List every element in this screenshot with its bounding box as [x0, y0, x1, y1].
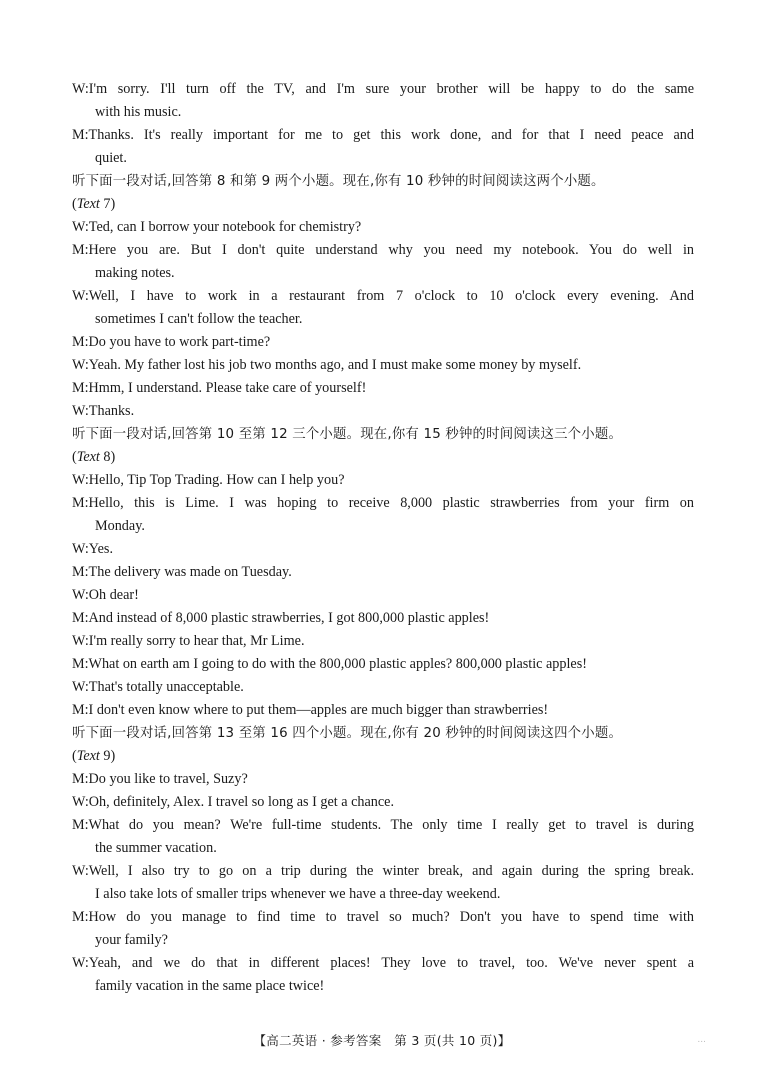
- section-instruction: 听下面一段对话,回答第 13 至第 16 四个小题。现在,你有 20 秒钟的时间阅读这四个小题。: [72, 726, 623, 741]
- dialogue-line-continued: I also take lots of smaller trips whenever we have a three-day weekend.: [95, 886, 501, 902]
- page-footer: 【高二英语 · 参考答案 第 3 页(共 10 页)】: [253, 1033, 511, 1048]
- dialogue-line-continued: with his music.: [95, 104, 182, 120]
- dialogue-line: M:Do you have to work part-time?: [72, 334, 271, 350]
- dialogue-line: W:Ted, can I borrow your notebook for chemistry?: [72, 219, 362, 235]
- dialogue-line: W:Oh, definitely, Alex. I travel so long as I get a chance.: [72, 794, 394, 810]
- dialogue-line: W:Yeah. My father lost his job two months ago, and I must make some money by myself.: [72, 357, 582, 373]
- dialogue-line: W:Hello, Tip Top Trading. How can I help you?: [72, 472, 345, 488]
- dialogue-line: M:What do you mean? We're full-time students. The only time I really get to travel is during: [72, 817, 694, 833]
- dialogue-line-continued: the summer vacation.: [95, 840, 217, 856]
- dialogue-line-continued: your family?: [95, 932, 168, 948]
- dialogue-line: M:What on earth am I going to do with the 800,000 plastic apples? 800,000 plastic apples!: [72, 656, 587, 672]
- dialogue-line-continued: making notes.: [95, 265, 175, 281]
- dialogue-line-continued: sometimes I can't follow the teacher.: [95, 311, 303, 327]
- dialogue-line: W:I'm really sorry to hear that, Mr Lime.: [72, 633, 305, 649]
- dialogue-line: M:How do you manage to find time to travel so much? Don't you have to spend time with: [72, 909, 694, 925]
- dialogue-line-continued: family vacation in the same place twice!: [95, 978, 325, 994]
- dialogue-line: W:Yes.: [72, 541, 113, 557]
- text-label: (Text 9): [72, 748, 116, 764]
- dialogue-line: W:Yeah, and we do that in different places! They love to travel, too. We've never spent a: [72, 955, 694, 971]
- dialogue-line: M:Hello, this is Lime. I was hoping to receive 8,000 plastic strawberries from your firm on: [72, 495, 694, 511]
- section-instruction: 听下面一段对话,回答第 10 至第 12 三个小题。现在,你有 15 秒钟的时间阅读这三个小题。: [72, 427, 623, 442]
- dialogue-line: M:Hmm, I understand. Please take care of yourself!: [72, 380, 367, 396]
- dialogue-line: M:And instead of 8,000 plastic strawberries, I got 800,000 plastic apples!: [72, 610, 490, 626]
- dialogue-line: M:Thanks. It's really important for me to get this work done, and for that I need peace and: [72, 127, 694, 143]
- dialogue-line: W:I'm sorry. I'll turn off the TV, and I'm sure your brother will be happy to do the same: [72, 81, 694, 97]
- dialogue-line: W:Oh dear!: [72, 587, 139, 603]
- dialogue-line: M:The delivery was made on Tuesday.: [72, 564, 292, 580]
- dialogue-line: M:Do you like to travel, Suzy?: [72, 771, 248, 787]
- text-label: (Text 8): [72, 449, 116, 465]
- dialogue-line: W:Thanks.: [72, 403, 135, 419]
- corner-mark: ...: [697, 1035, 706, 1045]
- dialogue-line: W:That's totally unacceptable.: [72, 679, 244, 695]
- dialogue-line: W:Well, I have to work in a restaurant from 7 o'clock to 10 o'clock every evening. And: [72, 288, 694, 304]
- dialogue-line: M:Here you are. But I don't quite understand why you need my notebook. You do well in: [72, 242, 694, 258]
- dialogue-line-continued: Monday.: [95, 518, 145, 534]
- dialogue-line-continued: quiet.: [95, 150, 127, 166]
- dialogue-line: M:I don't even know where to put them—apples are much bigger than strawberries!: [72, 702, 549, 718]
- section-instruction: 听下面一段对话,回答第 8 和第 9 两个小题。现在,你有 10 秒钟的时间阅读这两个小题。: [72, 174, 605, 189]
- dialogue-line: W:Well, I also try to go on a trip during the winter break, and again during the spring break.: [72, 863, 694, 879]
- text-label: (Text 7): [72, 196, 116, 212]
- transcript-body: [72, 78, 694, 998]
